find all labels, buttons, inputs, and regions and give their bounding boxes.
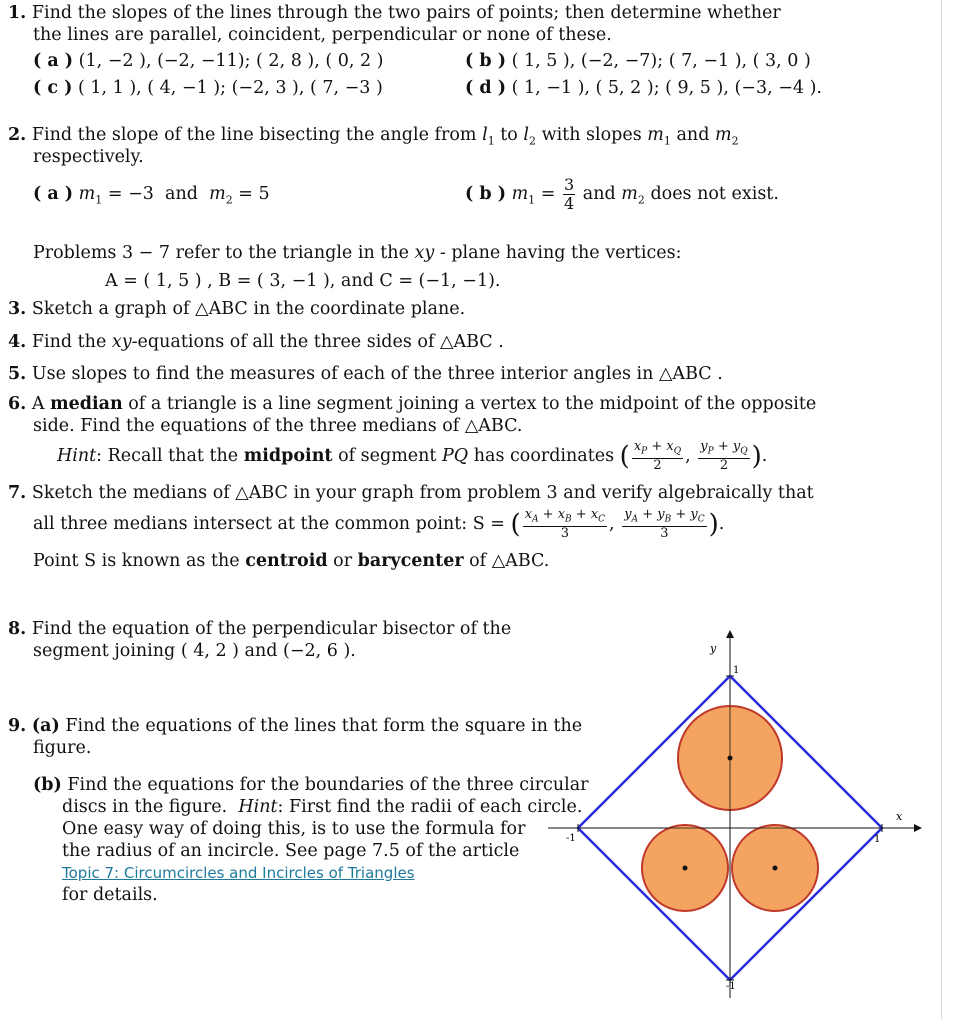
left-disc-center: [683, 866, 688, 871]
top-disc-center: [728, 756, 733, 761]
problem-8-line-1: 8. Find the equation of the perpendicular bisector of the: [8, 619, 512, 639]
problem-2b: ( b ) $m_1$ = $\frac{3}{4}$ and $m_2$ does not exist.: [465, 175, 779, 213]
intro-line-1: Problems 3 − 7 refer to the triangle in the xy - plane having the vertices:: [33, 243, 682, 263]
tick-label-top: 1: [733, 665, 740, 676]
midpoint-x-fraction: $\frac{x_P + x_Q}{2}$: [633, 438, 682, 474]
problem-9b-line-4: the radius of an incircle. See page 7.5 of the article: [62, 841, 520, 861]
problem-9a-line-2: figure.: [33, 738, 92, 758]
problem-9b-line-1: (b) Find the equations for the boundaries of the three circular: [33, 775, 589, 795]
problem-2-line-1: 2. Find the slope of the line bisecting the angle from $l_1$ to $l_2$ with slopes $m_1$ and $m_2$: [8, 125, 739, 148]
problem-9b-line-6: for details.: [62, 885, 158, 905]
problem-1a: ( a ) (1, −2 ), (−2, −11); ( 2, 8 ), ( 0, 2 ): [33, 51, 384, 71]
problem-4: 4. Find the xy-equations of all the three sides of △ABC .: [8, 332, 504, 352]
intro-vertices: A = ( 1, 5 ) , B = ( 3, −1 ), and C = (−1, −1).: [105, 271, 501, 291]
problem-1-number: 1.: [8, 3, 27, 23]
problem-8-line-2: segment joining ( 4, 2 ) and (−2, 6 ).: [33, 641, 356, 661]
problem-1c: ( c ) ( 1, 1 ), ( 4, −1 ); (−2, 3 ), ( 7, −3 ): [33, 78, 383, 98]
problem-1d: ( d ) ( 1, −1 ), ( 5, 2 ); ( 9, 5 ), (−3, −4 ).: [465, 78, 822, 98]
problem-7-line-3: Point S is known as the centroid or barycenter of △ABC.: [33, 551, 550, 571]
x-axis-label: x: [896, 810, 903, 823]
centroid-x-fraction: $\frac{x_A + x_B + x_C}{3}$: [524, 506, 606, 542]
problem-9b-line-2: discs in the figure. Hint: First find the radii of each circle.: [62, 797, 583, 817]
fraction-three-quarters: $\frac{3}{4}$: [564, 175, 575, 213]
problem-1-text-1: Find the slopes of the lines through the two pairs of points; then determine whether: [31, 3, 781, 23]
problem-2-line-2: respectively.: [33, 147, 144, 167]
problem-1-line-1: [8, 2, 781, 24]
problem-6-hint: Hint: Recall that the midpoint of segment PQ has coordinates ( $\frac{x_P + x_Q}{2}$ , $\frac{y_P + y_Q}{2}$ ).: [57, 438, 768, 474]
article-link[interactable]: Topic 7: Circumcircles and Incircles of Triangles: [62, 864, 415, 882]
problem-5: 5. Use slopes to find the measures of each of the three interior angles in △ABC .: [8, 364, 723, 384]
y-axis-label: y: [710, 642, 717, 655]
right-disc-center: [773, 866, 778, 871]
problem-3: 3. Sketch a graph of △ABC in the coordinate plane.: [8, 299, 466, 319]
problem-6-line-1: 6. A median of a triangle is a line segment joining a vertex to the midpoint of the opposite: [8, 394, 817, 414]
midpoint-y-fraction: $\frac{y_P + y_Q}{2}$: [700, 438, 748, 474]
tick-label-left: -1: [566, 833, 576, 844]
problem-1-line-2: the lines are parallel, coincident, perpendicular or none of these.: [33, 25, 612, 45]
problem-9a-line-1: 9. (a) Find the equations of the lines that form the square in the: [8, 716, 583, 736]
square-circles-figure: [540, 628, 940, 1008]
tick-label-bottom: -1: [726, 981, 736, 992]
problem-6-line-2: side. Find the equations of the three medians of △ABC.: [33, 416, 523, 436]
problem-7-line-1: 7. Sketch the medians of △ABC in your graph from problem 3 and verify algebraically that: [8, 483, 814, 503]
problem-2a: ( a ) $m_1 = -3$ and $m_2 = 5$: [33, 184, 270, 207]
problem-1b: ( b ) ( 1, 5 ), (−2, −7); ( 7, −1 ), ( 3, 0 ): [465, 51, 811, 71]
tick-label-right: 1: [874, 834, 881, 845]
problem-9b-line-3: One easy way of doing this, is to use the formula for: [62, 819, 526, 839]
page-edge-line: [941, 0, 942, 1019]
centroid-y-fraction: $\frac{y_A + y_B + y_C}{3}$: [624, 506, 705, 542]
problem-7-line-2: all three medians intersect at the common point: S = ( $\frac{x_A + x_B + x_C}{3}$ , $\frac{y_A + y_B + y_C}{3}$ ).: [33, 506, 725, 542]
